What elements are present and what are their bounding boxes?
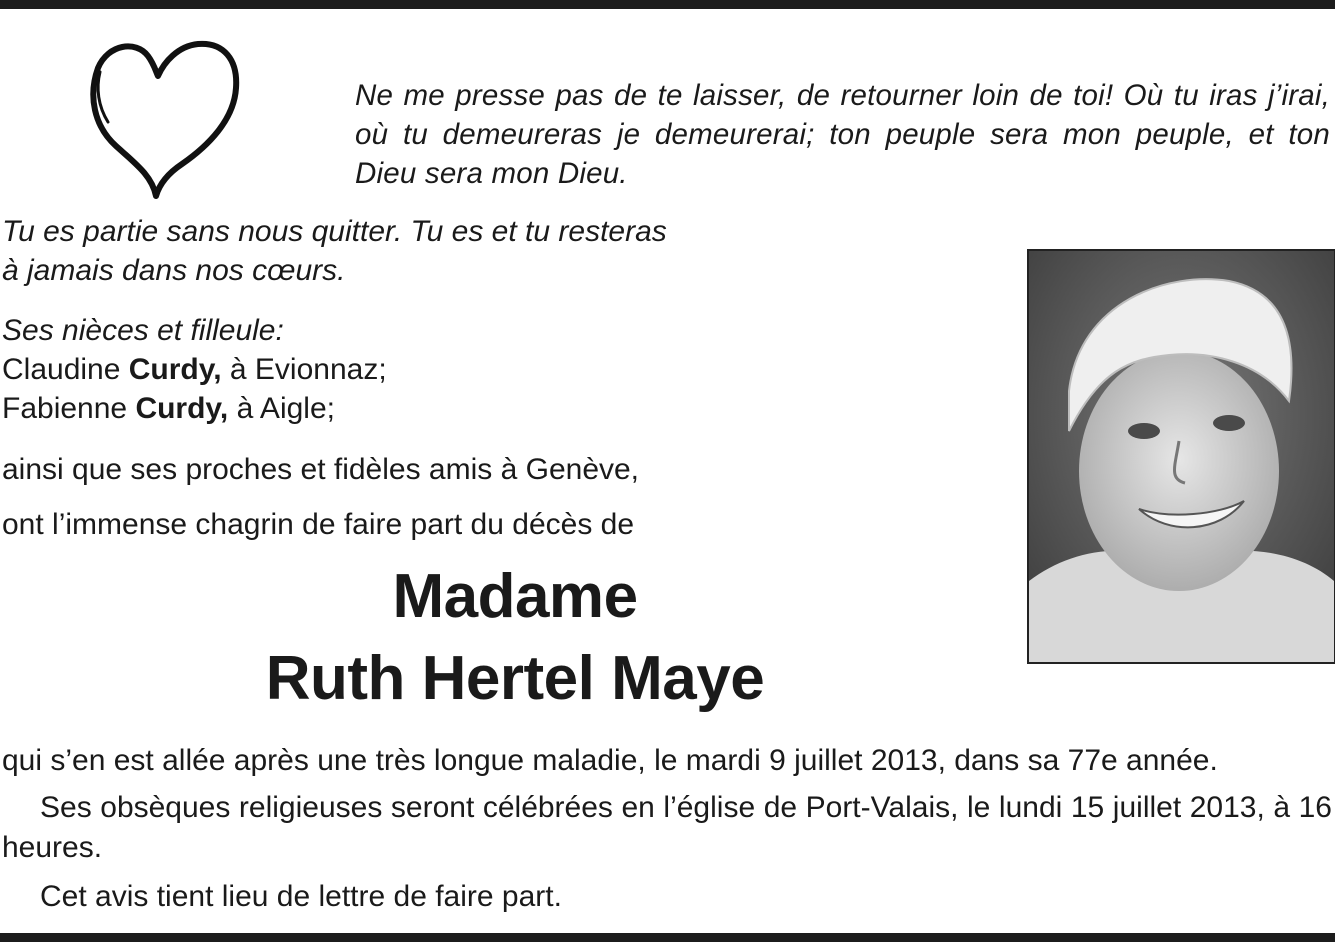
member-place: à Evionnaz; (221, 353, 387, 386)
friends-line: ainsi que ses proches et fidèles amis à Genève, (2, 453, 640, 486)
family-member (2, 350, 387, 389)
deceased-title: Madame (392, 562, 638, 631)
portrait-photo (1027, 249, 1335, 664)
deceased-name: Ruth Hertel Maye (265, 644, 765, 713)
member-last-name: Curdy, (128, 353, 222, 386)
top-rule (0, 0, 1335, 9)
bottom-rule (0, 933, 1335, 942)
family-heading: Ses nièces et filleule: (2, 314, 284, 347)
member-first-name: Fabienne (2, 392, 136, 425)
death-notice: qui s’en est allée après une très longue maladie, le mardi 9 juillet 2013, dans sa 77e année. (2, 744, 1218, 777)
family-member (2, 389, 335, 428)
heart-icon (86, 36, 242, 202)
member-last-name: Curdy, (135, 392, 229, 425)
funeral-notice: Ses obsèques religieuses seront célébrées en l’église de Port-Valais, le lundi 15 juillet 2013, à 16 heures. (2, 791, 1332, 864)
dedication-line-2: à jamais dans nos cœurs. (2, 254, 346, 287)
member-first-name: Claudine (2, 353, 129, 386)
member-place: à Aigle; (228, 392, 335, 425)
closing-line: Cet avis tient lieu de lettre de faire part. (40, 880, 562, 913)
dedication-line-1: Tu es partie sans nous quitter. Tu es et tu resteras (2, 215, 667, 248)
announcement-line: ont l’immense chagrin de faire part du décès de (2, 508, 635, 541)
bible-quote: Ne me presse pas de te laisser, de retourner loin de toi! Où tu iras j’irai, où tu demeureras je demeurerai; ton peuple sera mon peuple, et ton Dieu sera mon Dieu. (355, 79, 1330, 190)
